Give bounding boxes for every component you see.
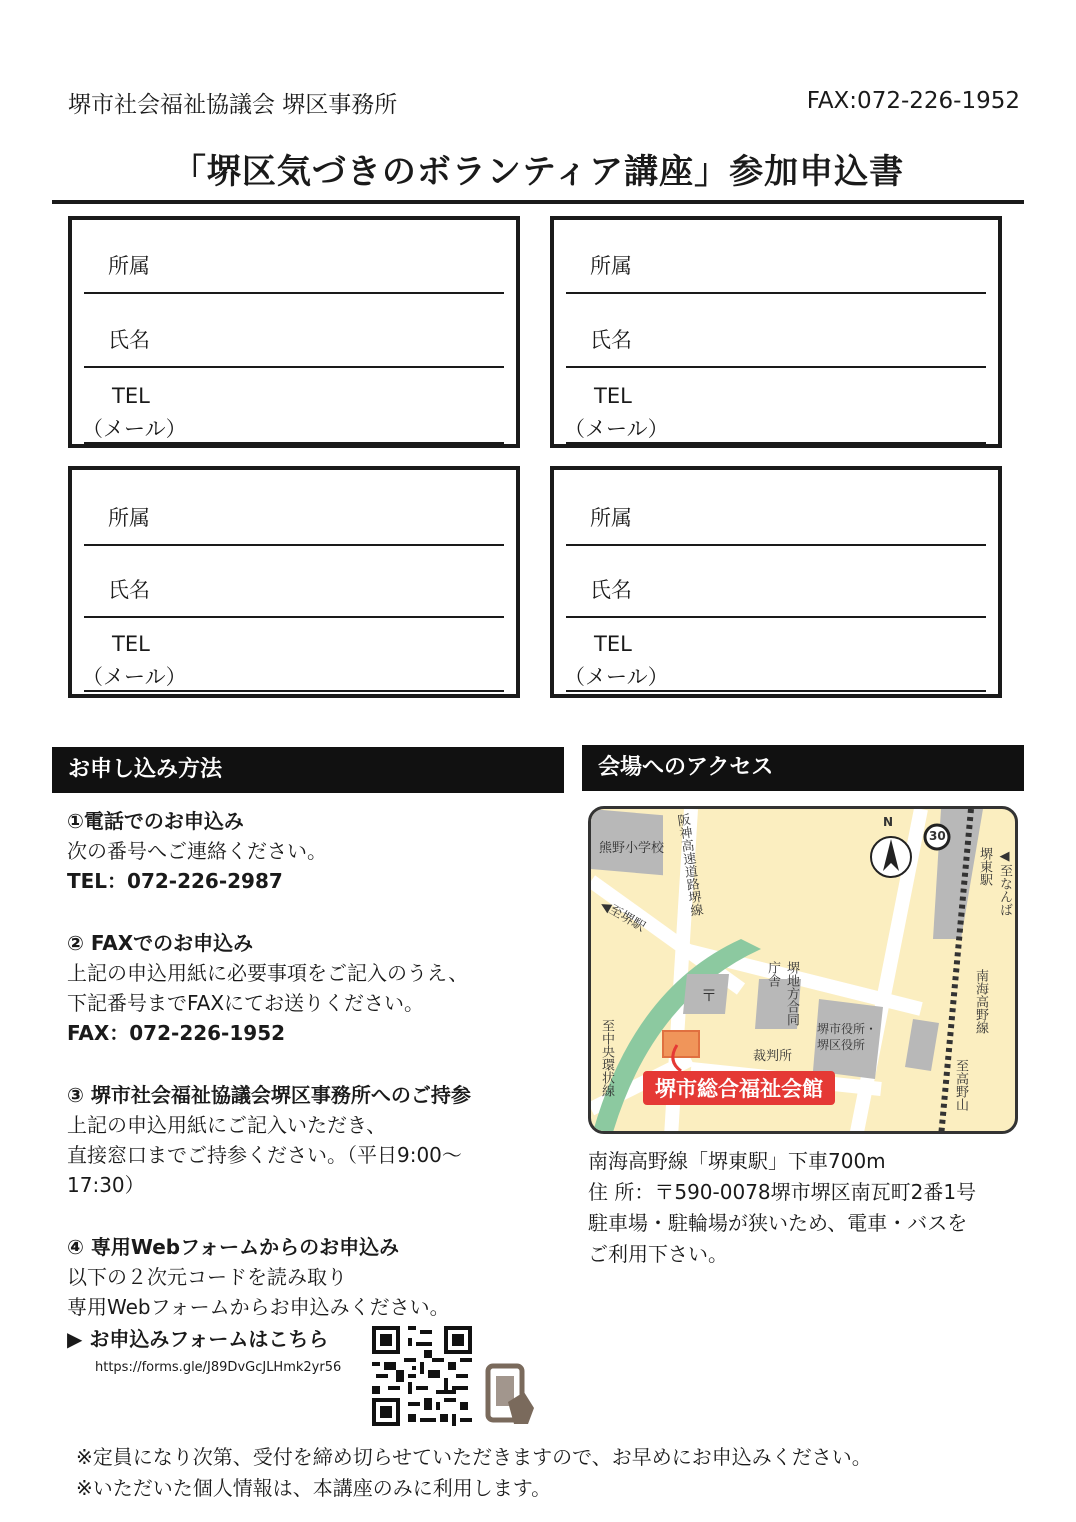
note-line: ※いただいた個人情報は、本講座のみに利用します。 bbox=[76, 1476, 552, 1500]
method-title: ④ 専用Webフォームからのお申込み bbox=[67, 1235, 400, 1259]
tel-field[interactable] bbox=[566, 690, 986, 692]
tel-field[interactable] bbox=[566, 442, 986, 444]
access-line: 住 所：〒590-0078堺市堺区南瓦町2番1号 bbox=[588, 1180, 977, 1204]
map-label-court: 裁判所 bbox=[753, 1049, 793, 1064]
access-line: ご利用下さい。 bbox=[588, 1242, 728, 1266]
mail-label: （メール） bbox=[564, 417, 669, 441]
name-field[interactable] bbox=[566, 616, 986, 618]
method-bring bbox=[67, 1080, 471, 1200]
mail-label: （メール） bbox=[82, 417, 187, 441]
method-title: ①電話でのお申込み bbox=[67, 809, 244, 833]
page-title: 「堺区気づきのボランティア講座」参加申込書 bbox=[171, 152, 905, 192]
application-card-4 bbox=[550, 466, 1002, 698]
map-label-sakaihigashi: 堺東駅 bbox=[977, 847, 992, 886]
access-heading: 会場へのアクセス bbox=[582, 745, 1024, 791]
name-field[interactable] bbox=[84, 366, 504, 368]
name-label: 氏名 bbox=[108, 578, 150, 602]
method-web bbox=[67, 1232, 450, 1322]
method-text: 直接窓口までご持参ください。（平日9:00～ bbox=[67, 1143, 462, 1167]
access-map bbox=[588, 806, 1018, 1134]
affiliation-field[interactable] bbox=[566, 292, 986, 294]
qr-code[interactable] bbox=[372, 1326, 472, 1426]
tel-label: TEL bbox=[112, 632, 150, 656]
map-label-to-namba: ◀至なんば bbox=[997, 849, 1012, 916]
method-heading: お申し込み方法 bbox=[52, 747, 564, 793]
affiliation-field[interactable] bbox=[566, 544, 986, 546]
fax-number: FAX:072-226-1952 bbox=[806, 88, 1020, 114]
mail-label: （メール） bbox=[564, 665, 669, 689]
map-label-nankai: 南海高野線 bbox=[973, 969, 988, 1034]
method-text: 17:30） bbox=[67, 1173, 145, 1197]
tel-field[interactable] bbox=[84, 442, 504, 444]
method-text: 専用Webフォームからお申込みください。 bbox=[67, 1295, 450, 1319]
method-text: 上記の申込用紙にご記入いただき、 bbox=[67, 1113, 387, 1137]
affiliation-label: 所属 bbox=[590, 506, 632, 530]
access-info bbox=[588, 1146, 976, 1270]
title-divider bbox=[52, 200, 1024, 204]
map-label-school: 熊野小学校 bbox=[599, 841, 665, 856]
tel-label: TEL bbox=[112, 384, 150, 408]
route-30-icon: 30 bbox=[929, 829, 946, 843]
method-text: 下記番号までFAXにてお送りください。 bbox=[67, 991, 425, 1015]
form-url[interactable]: https://forms.gle/J89DvGcJLHmk2yr56 bbox=[95, 1360, 342, 1375]
map-label-highway: 阪神高速道路堺線 bbox=[673, 812, 704, 918]
access-line: 駐車場・駐輪場が狭いため、電車・バスを bbox=[588, 1211, 968, 1235]
method-title: ③ 堺市社会福祉協議会堺区事務所へのご持参 bbox=[67, 1083, 471, 1107]
footer-notes bbox=[76, 1442, 872, 1504]
application-card-3 bbox=[68, 466, 520, 698]
phone-number: TEL：072-226-2987 bbox=[67, 869, 283, 893]
tel-label: TEL bbox=[594, 384, 632, 408]
map-label-to-sakai: ◀至堺駅 bbox=[597, 897, 648, 935]
affiliation-field[interactable] bbox=[84, 292, 504, 294]
map-label-chuo: 至中央環状線 bbox=[599, 1019, 614, 1097]
affiliation-field[interactable] bbox=[84, 544, 504, 546]
organization-name: 堺市社会福祉協議会 堺区事務所 bbox=[68, 92, 398, 118]
affiliation-label: 所属 bbox=[590, 254, 632, 278]
name-label: 氏名 bbox=[590, 578, 632, 602]
method-title: ② FAXでのお申込み bbox=[67, 931, 254, 955]
name-label: 氏名 bbox=[108, 328, 150, 352]
mail-label: （メール） bbox=[82, 665, 187, 689]
map-label-to-koya: 至高野山 bbox=[953, 1059, 968, 1111]
north-icon: N bbox=[883, 815, 894, 829]
map-label-govt: 堺地方合同庁舎 bbox=[765, 961, 799, 1026]
post-office-icon: 〒 bbox=[701, 986, 718, 1005]
method-text: 上記の申込用紙に必要事項をご記入のうえ、 bbox=[67, 961, 469, 985]
map-label-cityhall: 堺市役所・堺区役所 bbox=[817, 1022, 878, 1052]
fax-number-bold: FAX：072-226-1952 bbox=[67, 1021, 286, 1045]
note-line: ※定員になり次第、受付を締め切らせていただきますので、お早めにお申込みください。 bbox=[76, 1445, 872, 1469]
name-field[interactable] bbox=[566, 366, 986, 368]
venue-label: 堺市総合福祉会館 bbox=[643, 1071, 835, 1105]
method-phone bbox=[67, 806, 327, 896]
application-card-1 bbox=[68, 216, 520, 448]
tel-field[interactable] bbox=[84, 690, 504, 692]
name-label: 氏名 bbox=[590, 328, 632, 352]
tel-label: TEL bbox=[594, 632, 632, 656]
affiliation-label: 所属 bbox=[108, 254, 150, 278]
phone-scan-icon bbox=[484, 1362, 542, 1428]
name-field[interactable] bbox=[84, 616, 504, 618]
method-text: 以下の２次元コードを読み取り bbox=[67, 1265, 347, 1289]
access-line: 南海高野線「堺東駅」下車700m bbox=[588, 1149, 886, 1173]
application-card-2 bbox=[550, 216, 1002, 448]
method-fax bbox=[67, 928, 468, 1048]
method-text: 次の番号へご連絡ください。 bbox=[67, 839, 327, 863]
form-link-label: ▶ お申込みフォームはこちら bbox=[67, 1327, 329, 1351]
affiliation-label: 所属 bbox=[108, 506, 150, 530]
